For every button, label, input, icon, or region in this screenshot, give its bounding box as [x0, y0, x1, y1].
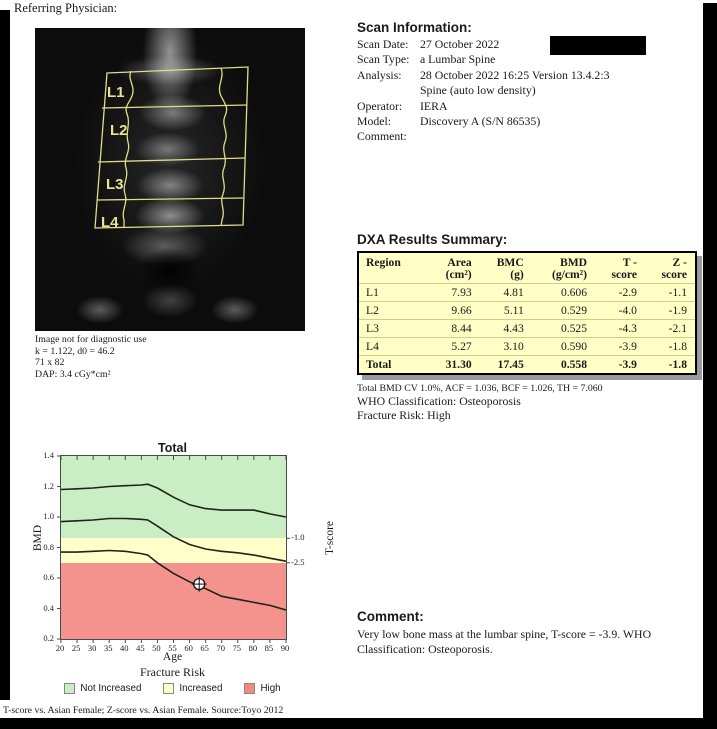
roi-label-l2: L2 [110, 122, 128, 139]
x-tick-label: 85 [264, 643, 274, 653]
scan-info-row-value: 27 October 2022 [420, 37, 500, 51]
x-tick-label: 35 [103, 643, 113, 653]
x-tick-label: 40 [120, 643, 129, 653]
scan-info-row [357, 52, 702, 67]
curve-median-reference [61, 519, 286, 562]
scan-information-title: Scan Information: [357, 20, 472, 35]
referring-physician-label: Referring Physician: [14, 1, 118, 15]
column-header [359, 253, 429, 284]
x-tick-label: 25 [71, 643, 81, 653]
chart-source-footnote: T-score vs. Asian Female; Z-score vs. Asian Female. Source:Toyo 2012 [3, 705, 284, 716]
table-cell: -2.1 [645, 320, 695, 338]
scan-info-row-label: Scan Type: [357, 52, 410, 67]
table-cell: -1.8 [645, 338, 695, 356]
image-caption [35, 334, 147, 380]
table-cell: 9.66 [429, 302, 480, 320]
table-cell: 4.81 [480, 284, 532, 302]
curve-upper-reference [61, 484, 286, 517]
y-tick-label: 1.0 [43, 511, 54, 521]
roi-left-contour [123, 71, 133, 227]
table-row-l4 [359, 338, 695, 356]
comment-title: Comment: [357, 609, 424, 624]
chart-title: Total [158, 441, 187, 455]
scan-info-row-value: Spine (auto low density) [420, 83, 536, 98]
table-cell: Total [359, 356, 429, 374]
table-cell: 0.558 [532, 356, 595, 374]
table-row-l2 [359, 302, 695, 320]
table-cell: 0.529 [532, 302, 595, 320]
fracture-risk: Fracture Risk: High [357, 408, 451, 422]
y-axis-label: BMD [32, 524, 44, 552]
scan-info-row-label: Model: [357, 114, 392, 129]
table-row-total [359, 356, 695, 374]
table-cell: 5.11 [480, 302, 532, 320]
curve-lower-reference [61, 551, 286, 611]
y2-tick-label: -1.0 [291, 532, 305, 543]
scan-info-row-label: Analysis: [357, 67, 402, 82]
column-header [532, 253, 595, 284]
scan-info-row-value [420, 129, 702, 144]
table-cell: 3.10 [480, 338, 532, 356]
table-footnote: Total BMD CV 1.0%, ACF = 1.036, BCF = 1.026, TH = 7.060 [357, 383, 603, 394]
x-tick-label: 80 [248, 643, 258, 653]
roi-divider-l3-l4 [97, 198, 243, 200]
table-cell: 17.45 [480, 356, 532, 374]
scan-info-row-value: Discovery A (S/N 86535) [420, 114, 541, 129]
column-header-unit: (g/cm²) [552, 268, 588, 281]
table-cell: 31.30 [429, 356, 480, 374]
legend-item-increased [163, 683, 222, 694]
legend-swatch [64, 683, 75, 694]
x-tick-label: 65 [200, 643, 209, 653]
table-cell: 8.44 [429, 320, 480, 338]
column-header-name: Area [447, 256, 472, 269]
table-cell: -4.3 [595, 320, 645, 338]
bottom-border-bar [0, 718, 717, 729]
x-tick-label: 50 [152, 643, 161, 653]
column-header-name: Z - [672, 256, 687, 269]
table-cell: 0.606 [532, 284, 595, 302]
roi-right-contour [219, 68, 226, 226]
table-cell: 5.27 [429, 338, 480, 356]
x-tick-label: 55 [168, 643, 177, 653]
x-tick-label: 45 [136, 643, 145, 653]
chart-curves [61, 456, 286, 639]
scan-info-row-value: IERA [420, 98, 448, 113]
x-tick-label: 90 [280, 643, 290, 653]
table-header-row [359, 253, 695, 284]
x-tick-label: 60 [184, 643, 193, 653]
redacted-patient-info [550, 36, 646, 55]
roi-label-l3: L3 [106, 176, 124, 193]
table-cell: -1.8 [645, 356, 695, 374]
comment-text: Very low bone mass at the lumbar spine, T-score = -3.9. WHO Classification: Osteoporosis. [357, 627, 652, 656]
scan-info-row-label: Comment: [357, 129, 407, 144]
caption-line: DAP: 3.4 cGy*cm² [35, 368, 111, 380]
table-cell: -1.9 [645, 302, 695, 320]
legend-label: Increased [179, 683, 223, 694]
column-header-name: T - [622, 256, 637, 269]
column-header-name: Region [366, 256, 401, 269]
legend-item-not-increased [64, 683, 141, 694]
caption-line: k = 1.122, d0 = 46.2 [35, 345, 115, 357]
table-row-l1 [359, 284, 695, 302]
scan-information-section [357, 20, 702, 145]
scan-info-row-value: 28 October 2022 16:25 Version 13.4.2:3 [420, 67, 610, 82]
table-cell: -3.9 [595, 356, 645, 374]
y-tick-label: 0.6 [43, 572, 54, 582]
table-cell: -3.9 [595, 338, 645, 356]
x-tick-label: 75 [232, 643, 242, 653]
scan-info-row [357, 114, 702, 129]
bmd-reference-chart [0, 440, 345, 708]
dxa-results-table [357, 251, 697, 375]
caption-line: 71 x 82 [35, 357, 65, 369]
y2-axis-label: T-score [324, 520, 336, 556]
y-tick-label: 0.2 [43, 633, 54, 643]
scan-info-row [357, 99, 702, 114]
column-header-name: BMC [496, 256, 524, 269]
table-cell: -4.0 [595, 302, 645, 320]
column-header-unit: score [661, 268, 687, 281]
roi-label-l1: L1 [107, 84, 125, 101]
y2-tick-label: -2.5 [291, 556, 305, 567]
table-cell: 4.43 [480, 320, 532, 338]
x-tick-label: 20 [55, 643, 65, 653]
table-cell: 0.590 [532, 338, 595, 356]
scan-info-row [357, 129, 702, 144]
scan-info-row [357, 68, 702, 83]
y-tick-label: 1.2 [43, 480, 54, 491]
scan-info-row-label: Operator: [357, 98, 403, 113]
x-tick-label: 70 [216, 643, 225, 653]
table-cell: 0.525 [532, 320, 595, 338]
table-cell: -1.1 [645, 284, 695, 302]
table-cell: -2.9 [595, 284, 645, 302]
legend-label: Not Increased [80, 683, 142, 694]
dxa-results-title: DXA Results Summary: [357, 232, 508, 247]
column-header [595, 253, 645, 284]
y-tick-label: 1.4 [43, 450, 54, 460]
x-tick-label: 30 [87, 643, 97, 653]
table-row-l3 [359, 320, 695, 338]
scan-info-row-label: Scan Date: [357, 37, 409, 51]
roi-overlay [35, 28, 305, 331]
roi-label-l4: L4 [101, 214, 119, 231]
comment-section [357, 609, 709, 656]
table-cell: L3 [359, 320, 429, 338]
column-header-name: BMD [559, 256, 588, 269]
column-header-unit: score [611, 268, 637, 281]
table-cell: L4 [359, 338, 429, 356]
table-cell: L2 [359, 302, 429, 320]
y-tick-label: 0.4 [43, 602, 54, 613]
column-header-unit: (cm²) [445, 268, 472, 281]
column-header [480, 253, 532, 284]
table-cell: 7.93 [429, 284, 480, 302]
column-header [429, 253, 480, 284]
legend-title: Fracture Risk [140, 665, 205, 679]
chart-plot-area [60, 455, 287, 640]
spine-xray-image [35, 28, 305, 331]
who-classification: WHO Classification: Osteoporosis [357, 394, 521, 408]
scan-info-row-label [357, 83, 420, 98]
who-classification-block [357, 394, 521, 422]
column-header [645, 253, 695, 284]
y-tick-label: 0.8 [43, 541, 54, 552]
scan-info-row-value: a Lumbar Spine [420, 52, 496, 67]
column-header-unit: (g) [510, 268, 524, 281]
legend-swatch [244, 683, 255, 694]
roi-divider-l2-l3 [98, 158, 245, 162]
scan-info-row [357, 37, 702, 52]
legend-item-high [244, 683, 280, 694]
scan-info-row [357, 83, 702, 98]
fracture-risk-legend [20, 683, 325, 694]
table-cell: L1 [359, 284, 429, 302]
scan-information-rows [357, 37, 702, 145]
legend-swatch [163, 683, 174, 694]
legend-label: High [260, 683, 281, 694]
x-axis-label: Age [162, 651, 183, 663]
caption-line: Image not for diagnostic use [35, 334, 147, 345]
